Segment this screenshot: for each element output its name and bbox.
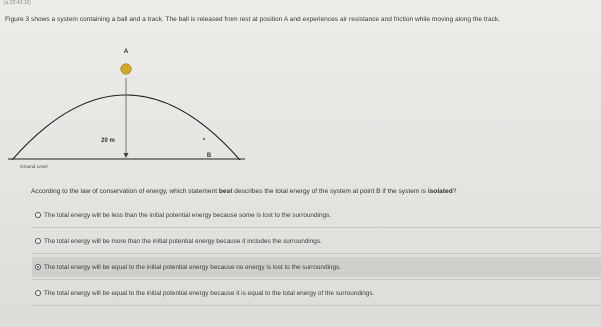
question-bold-best: best [218,188,233,195]
answer-option-4-label: The total energy will be equal to the initial potential energy because it is equal to the total energy of the surroundings. [44,289,375,297]
intro-text: Figure 3 shows a system containing a ball and a track. The ball is released from rest at position A and experiences air resistance and friction while moving along the track. [5,16,501,23]
height-arrow-head-down [124,153,129,158]
question-part-3: ? [452,188,457,195]
cut-header-text: (a:22:43:10) [4,0,31,6]
answer-option-4[interactable] [32,283,601,303]
answer-option-2[interactable] [32,231,601,251]
option-divider [32,305,601,306]
option-divider [32,279,601,280]
question-part-2: describes the total energy of the system at point B if the system is [232,188,428,195]
label-a: A [123,48,129,55]
answer-option-2-label: The total energy will be more than the initial potential energy because it includes the surroundings. [44,237,322,245]
label-b: B [206,153,212,159]
radio-button-1[interactable] [35,212,41,218]
point-b-marker [203,138,205,140]
answer-option-1[interactable] [32,205,601,225]
height-label: 20 m [101,138,115,144]
question-part-1: According to the law of conservation of energy, which statement [31,188,219,195]
option-divider [32,253,601,254]
figure-3-diagram [0,38,250,173]
track-diagram [0,38,250,173]
answer-option-3[interactable] [32,257,601,277]
question-text [31,188,591,195]
answer-option-3-label: The total energy will be equal to the initial potential energy because no energy is lost to the surroundings. [44,263,341,271]
radio-button-3-selected[interactable] [35,264,41,270]
question-bold-isolated: isolated [427,188,453,195]
ground-label: Ground Level [20,164,48,169]
ball [121,64,132,75]
answer-option-1-label: The total energy will be less than the initial potential energy because some is lost to the surroundings. [44,211,332,219]
radio-button-4[interactable] [35,290,41,296]
radio-button-2[interactable] [35,238,41,244]
option-divider [32,227,601,228]
